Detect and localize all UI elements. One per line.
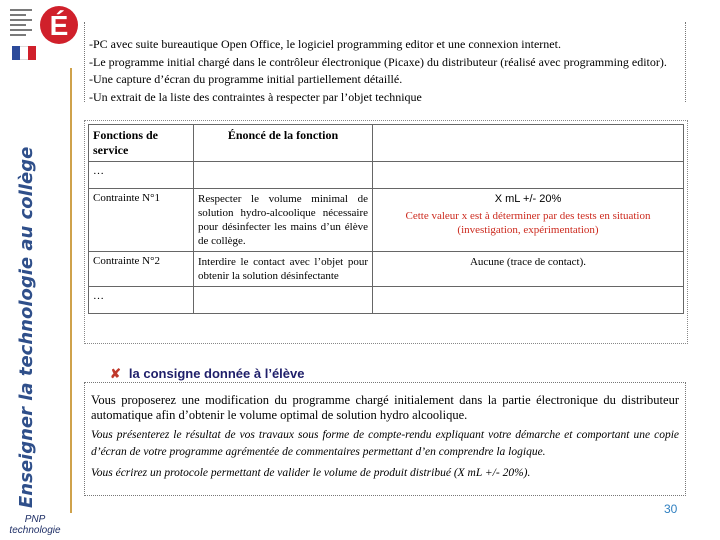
resource-item: -Une capture d’écran du programme initial partiellement détaillé. (89, 72, 403, 86)
row-criteria: Aucune (trace de contact). (373, 252, 684, 287)
resources-box (84, 22, 686, 102)
table-header-row (89, 125, 684, 162)
row-label: … (89, 162, 194, 189)
criteria-note: Cette valeur x est à déterminer par des tests en situation (investigation, expérimentation) (405, 210, 651, 236)
cross-mark-icon: ✘ (110, 366, 121, 381)
header-service-functions: Fonctions de service (89, 125, 194, 162)
french-flag-icon (12, 46, 36, 60)
consigne-title: la consigne donnée à l’élève (128, 366, 305, 381)
consigne-heading (110, 366, 304, 382)
instructions-box (84, 382, 686, 496)
criteria-value: X mL +/- 20% (494, 193, 562, 205)
resource-item: -Un extrait de la liste des contraintes à respecter par l’objet technique (89, 89, 422, 104)
row-label: Contrainte N°2 (89, 252, 194, 287)
row-statement: Respecter le volume minimal de solution hydro-alcoolique nécessaire pour désinfecter les mains d’un élève de collège. (194, 189, 373, 252)
footer-brand (0, 514, 70, 536)
sidebar-divider (70, 68, 72, 513)
resource-item: -Le programme initial chargé dans le contrôleur électronique (Picaxe) du distributeur (réalisé avec programming editor). (89, 54, 667, 69)
instruction-protocol: Vous écrirez un protocole permettant de valider le volume de produit distribué (X mL +/- 20%). (91, 467, 531, 479)
instruction-main: Vous proposerez une modification du programme chargé initialement dans la partie électronique du distributeur automatique afin d’obtenir le volume optimal de solution hydro alcoolique. (91, 393, 679, 422)
instruction-report: Vous présenterez le résultat de vos travaux sous forme de compte-rendu expliquant votre démarche et comportant une copie d’écran de votre programme agrémentée de commentaires permettant d’en comprendre la logique. (91, 429, 679, 458)
header-criteria (373, 125, 684, 162)
row-statement: Interdire le contact avec l’objet pour obtenir la solution désinfectante (194, 252, 373, 287)
table-row (89, 252, 684, 287)
constraints-table-frame (84, 120, 688, 344)
ministry-logo (10, 4, 70, 62)
ministry-text-lines (10, 6, 38, 39)
footer-line-2: technologie (9, 525, 61, 536)
row-criteria (373, 287, 684, 314)
row-criteria (373, 162, 684, 189)
row-criteria (373, 189, 684, 252)
constraints-table (88, 124, 684, 314)
page-number: 30 (664, 502, 678, 516)
footer-line-1: PNP (24, 514, 46, 525)
vertical-title: Enseigner la technologie au collège (16, 146, 37, 508)
resources-list (85, 22, 685, 106)
table-row (89, 189, 684, 252)
resource-item: -PC avec suite bureautique Open Office, le logiciel programming editor et une connexion internet. (89, 37, 561, 51)
row-label: … (89, 287, 194, 314)
education-logo-icon: É (40, 6, 78, 44)
row-label: Contrainte N°1 (89, 189, 194, 252)
table-row (89, 162, 684, 189)
row-statement (194, 287, 373, 314)
header-function-statement: Énoncé de la fonction (194, 125, 373, 162)
table-row (89, 287, 684, 314)
row-statement (194, 162, 373, 189)
